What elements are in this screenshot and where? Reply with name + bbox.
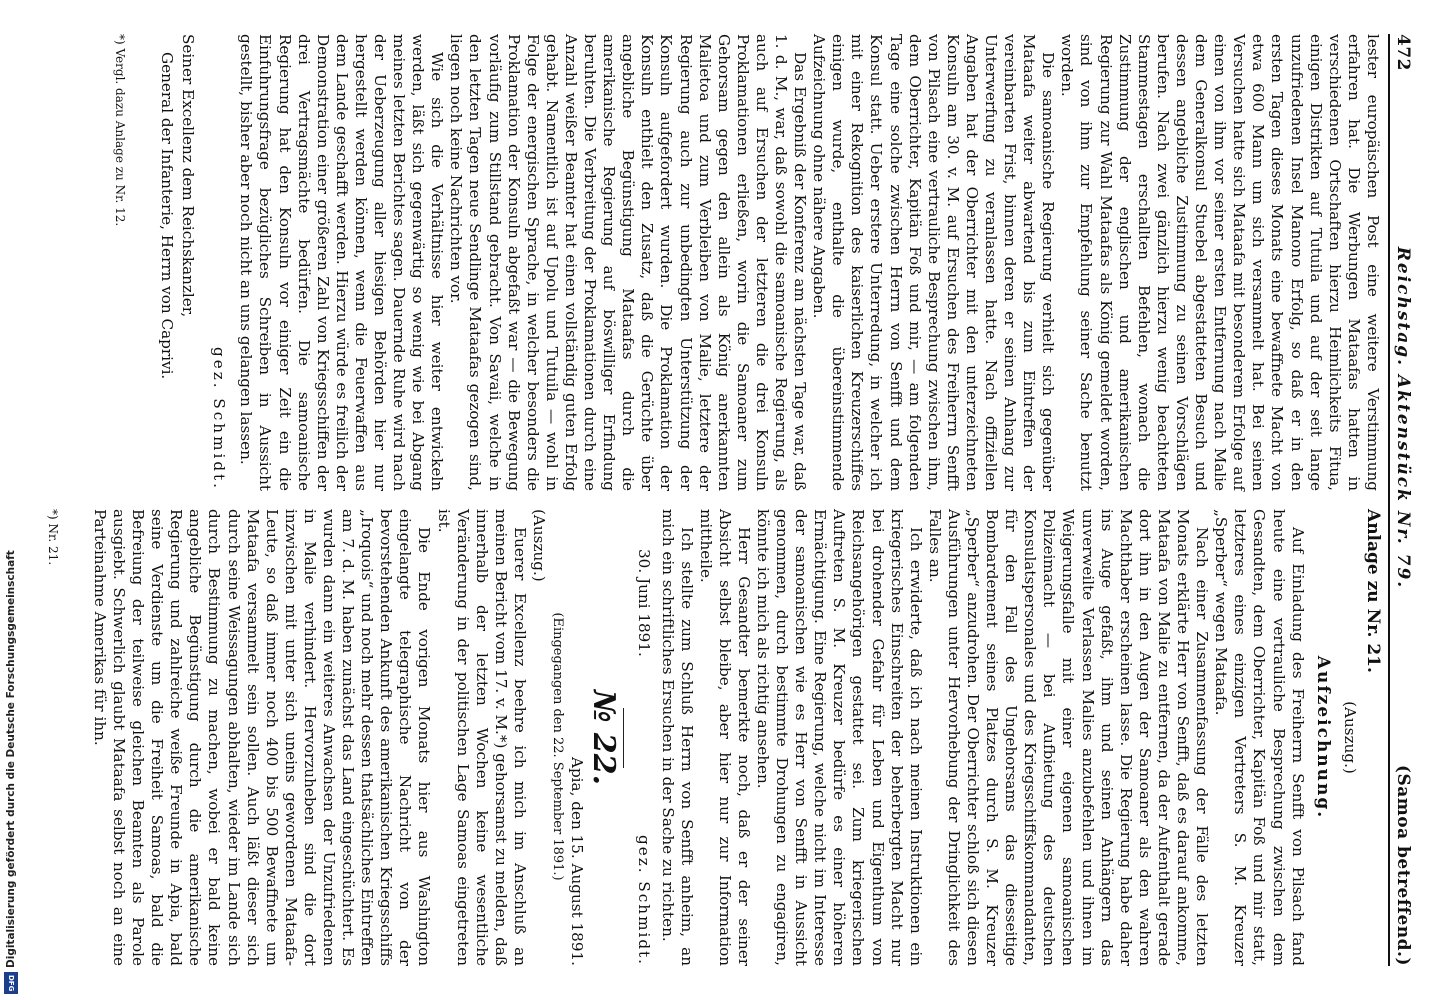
dateline-22: Apia, den 15. August 1891. [568, 756, 587, 966]
left-paragraph-3: Das Ergebniß der Konferenz am nächsten Tage war, daß 1. d. M., war, daß sowohl die samoanische Regierung, als auch auf Ersuchen der letzteren die drei Konsuln Proklamationen erließen, worin die Samoaner zum Gehorsam gegen den allein als König anerkannten Malietoa und zum Verbleiben von Malie, letztere der Regierung auch zur unbedingten Unterstützung der Konsuln aufgefordert wurden. Die Proklamation der Konsuln enthielt den Zusatz, daß die Gerüchte über angebliche Begünstigung Mataafas durch die amerikanische Regierung auf böswilliger Erfindung beruhten. Die Verbreitung der Proklamationen durch eine Anzahl weißer Beamter hat einen vollständig guten Erfolg gehabt. Namentlich ist auf Upolu und Tutuila — wohl in Folge der energischen Sprache, in welcher besonders die Proklamation der Konsuln abgefaßt war — die Bewegung vorläufig zum Stillstand gebracht. Von Savaii, welche in den letzten Tagen neue Sendlinge Mataafas gezogen sind, liegen noch keine Nachrichten vor. [447, 34, 810, 491]
doc22-paragraph-1: Euerer Excellenz beehre ich mich im Anschluß an meinen Bericht vom 17. v. M.*) gehorsamst zu melden, daß innerhalb der letzten Wochen keine wesentliche Veränderung in der politischen Lage Samoas eingetreten ist. [434, 509, 529, 966]
left-paragraph-4: Wie sich die Verhältnisse hier weiter entwickeln werden, läßt sich gegenwärtig so wenig wie bei Abgang meines letzten Berichtes sagen. Dauernde Ruhe wird nach der Ueberzeugung aller hiesigen Behörden hier nur hergestellt werden können, wenn die Feuerwaffen aus dem Lande geschafft werden. Hierzu würde es freilich der Demonstration einer größeren Zahl von Kriegsschiffen der drei Vertragsmächte bedürfen. Die samoanische Regierung hat den Konsuln vor einiger Zeit ein die Einfuhrungsfrage bezügliches Schreiben in Aussicht gestellt, bisher aber noch nicht an uns gelangen lassen. [237, 34, 447, 491]
right-paragraph-5: Ich stellte zum Schluß Herrn von Senfft anheim, an mich ein schriftliches Ersuchen in der Sache zu richten. [658, 509, 696, 966]
left-footnote: *) Vergl. dazu Anlage zu Nr. 12. [113, 34, 127, 227]
section-title: Aufzeichnung. [1312, 655, 1333, 820]
text-columns [43, 34, 1382, 966]
date-line: 30. Juni 1891. [635, 549, 654, 657]
dfg-credit-strip [2, 0, 20, 998]
doc22-paragraph-2: Die Ende vorigen Monats hier aus Washington eingelangte telegraphische Nachricht von der bevorstehenden Ankunft des amerikanischen Kriegsschiffs „Iroquois“ und noch mehr dessen thatsächliches Eintreffen am 7. d. M. haben zunächst das Land eingeschüchtert. Es wurden dann ein weiteres Anwachsen der Unzufriedenen in Malie verhindert. Hervorzuheben sind die dort inzwischen mit unter sich uneins gewordenen Mataafa-Leute, so daß immer noch 400 bis 500 Bewaffnete um Mataafa versammelt sein sollen. Auch läßt dieser sich durch seine Weissagungen abhalten, wieder im Lande sich durch Bestimmung zu machen, wobei er bald keine angebliche Begünstigung durch die amerikanische Regierung und zahlreiche weiße Freunde in Apia, bald seine Verdienste um die Freiheit Samoas, bald die Befreiung der teilweise gleichen Beamten als Parole ausgiebt. Schwerlich glaubt Mataafa selbst noch an eine Parteinahme Amerikas für ihn. [90, 509, 434, 966]
right-column [43, 509, 1382, 966]
dfg-credit-text: Digitalisierung gefördert durch die Deutsche Forschungsgemeinschaft [5, 550, 17, 968]
address-line-2: General der Infanterie, Herrn von Caprivi. [158, 52, 177, 380]
page-number: 472 [1393, 34, 1413, 71]
right-paragraph-4: Herr Gesandter bemerkte noch, daß er der seiner Absicht selbst bleibe, aber hier nur zur Information mittheile. [696, 509, 753, 966]
left-signature: gez. Schmidt. [210, 347, 229, 491]
anlage-title: Anlage zu Nr. 21. [1362, 509, 1383, 673]
left-column [110, 34, 1382, 491]
header-subtitle: (Samoa betreffend.) [1393, 764, 1413, 966]
right-footnote: *) Nr. 21. [45, 509, 60, 566]
header-title: Reichstag. Aktenstück Nr. 79. [1393, 246, 1413, 590]
received-date: (Eingegangen den 22. September 1891.) [550, 612, 566, 881]
document-number: № 22. [586, 689, 622, 786]
address-block [157, 34, 197, 491]
right-paragraph-2: Nach einer Zusammenfassung der Fälle des letzten Monats erklärte Herr von Senfft, daß es darauf ankomme, Mataafa von Malie zu entfernen, da der Aufenthalt gerade dort ihn in den Augen der Samoaner als den wahren Machthaber erscheinen lasse. Die Regierung habe daher ins Auge gefaßt, ihm und seinen Anhängern das unverweilte Verlassen Malies anzubefehlen und ihnen im Weigerungsfalle mit einer eigenen samoanischen Polizeimacht — bei Aufbietung des deutschen Konsulatspersonales und des Kriegsschiffskommandanten, für den Fall des Ungehorsams das diesseitige Bombardement seines Platzes durch S. M. Kreuzer „Sperber“ anzudrohen. Der Oberrichter schloß sich diesen Ausführungen unter Hervorhebung der Dringlichkeit des Falles an. [925, 509, 1212, 966]
divider [623, 708, 624, 768]
page-header [1388, 34, 1412, 966]
right-paragraph-3: Ich erwiderte, daß ich nach meinen Instruktionen ein kriegerisches Einschreiten der beherbergten Macht nur bei drohender Gefahr für Leben und Eigenthum von Reichsangehörigen gestattet sei. Zum kriegerischen Auftreten S. M. Kreuzer bedürfe es einer höheren Ermächtigung. Eine Regierung, welche nicht im Interesse der samoanischen wie es Herr von Senfft in Aussicht genommen, durch bestimmte Drohungen zu engagiren, könnte ich mich als richtig ansehen. [754, 509, 925, 966]
right-signature: gez. Schmidt. [635, 835, 654, 966]
auszug-label: (Auszug.) [1340, 701, 1359, 774]
address-line-1: Seiner Excellenz dem Reichskanzler, [179, 34, 198, 318]
auszug-22: (Auszug.) [530, 509, 549, 582]
right-paragraph-1: Auf Einladung des Freiherrn Senfft von Pilsach fand heute eine vertrauliche Besprechung zwischen dem Gesandten, dem Oberrichter, Kapitän Foß und mir statt, letzteres eines einzigen Vertreters S. M. Kreuzer „Sperber“ wegen Mataafa. [1212, 509, 1307, 966]
left-paragraph-2: Die samoanische Regierung verhielt sich gegenüber Mataafa weiter abwartend bis zum Eintreffen der vereinbarten Frist, binnen deren er seinen Anhang zur Unterwerfung zu veranlassen hatte. Nach offiziellen Angaben hat der Oberrichter mit den unterzeichneten Konsuln am 30. v. M. auf Ersuchen des Freiherrn Senfft von Pilsach eine vertrauliche Besprechung zwischen ihm, dem Oberrichter, Kapitän Foß und mir, — am folgenden Tage eine solche zwischen Herrn von Senfft und dem Konsul statt. Ueber erstere Unterredung, in welcher ich mit einer Rekognition des kaiserlichen Kreuzerschiffes einigen wurde, enthalte die übereinstimmende Aufzeichnung ohne nähere Angaben. [810, 34, 1058, 491]
dfg-logo-icon: DFG [4, 972, 18, 994]
date-signature-row [634, 509, 653, 966]
left-paragraph-1: lester europäischen Post eine weitere Verstimmung erfahren hat. Die Werbungen Mataafas hatten in verschiedenen Ortschaften hierzu Heimlichkeits Fitua, einigen Distrikten auf Tutuila und auf der seit lange unzufriedenen Insel Manono Erfolg, so daß er in den ersten Tagen dieses Monats eine bewaffnete Macht von etwa 600 Mann um sich versammelt hat. Bei seinen Versuchen hatte sich Mataafa mit besonderem Erfolge auf einen von ihm vor seiner ersten Entfernung nach Malie dem Generalkonsul Stuebel abgestatteten Besuch und dessen angebliche Zustimmung zu seinen Vorschlägen berufen. Nach zwei gänzlich hierzu wenig beachteten Stammestagen erschallten Befehlen, wonach die Zustimmung der englischen und amerikanischen Regierung zur Wahl Mataafas als König gemeldet worden, sind von ihm zur Empfehlung seiner Sache benutzt worden. [1058, 34, 1382, 491]
